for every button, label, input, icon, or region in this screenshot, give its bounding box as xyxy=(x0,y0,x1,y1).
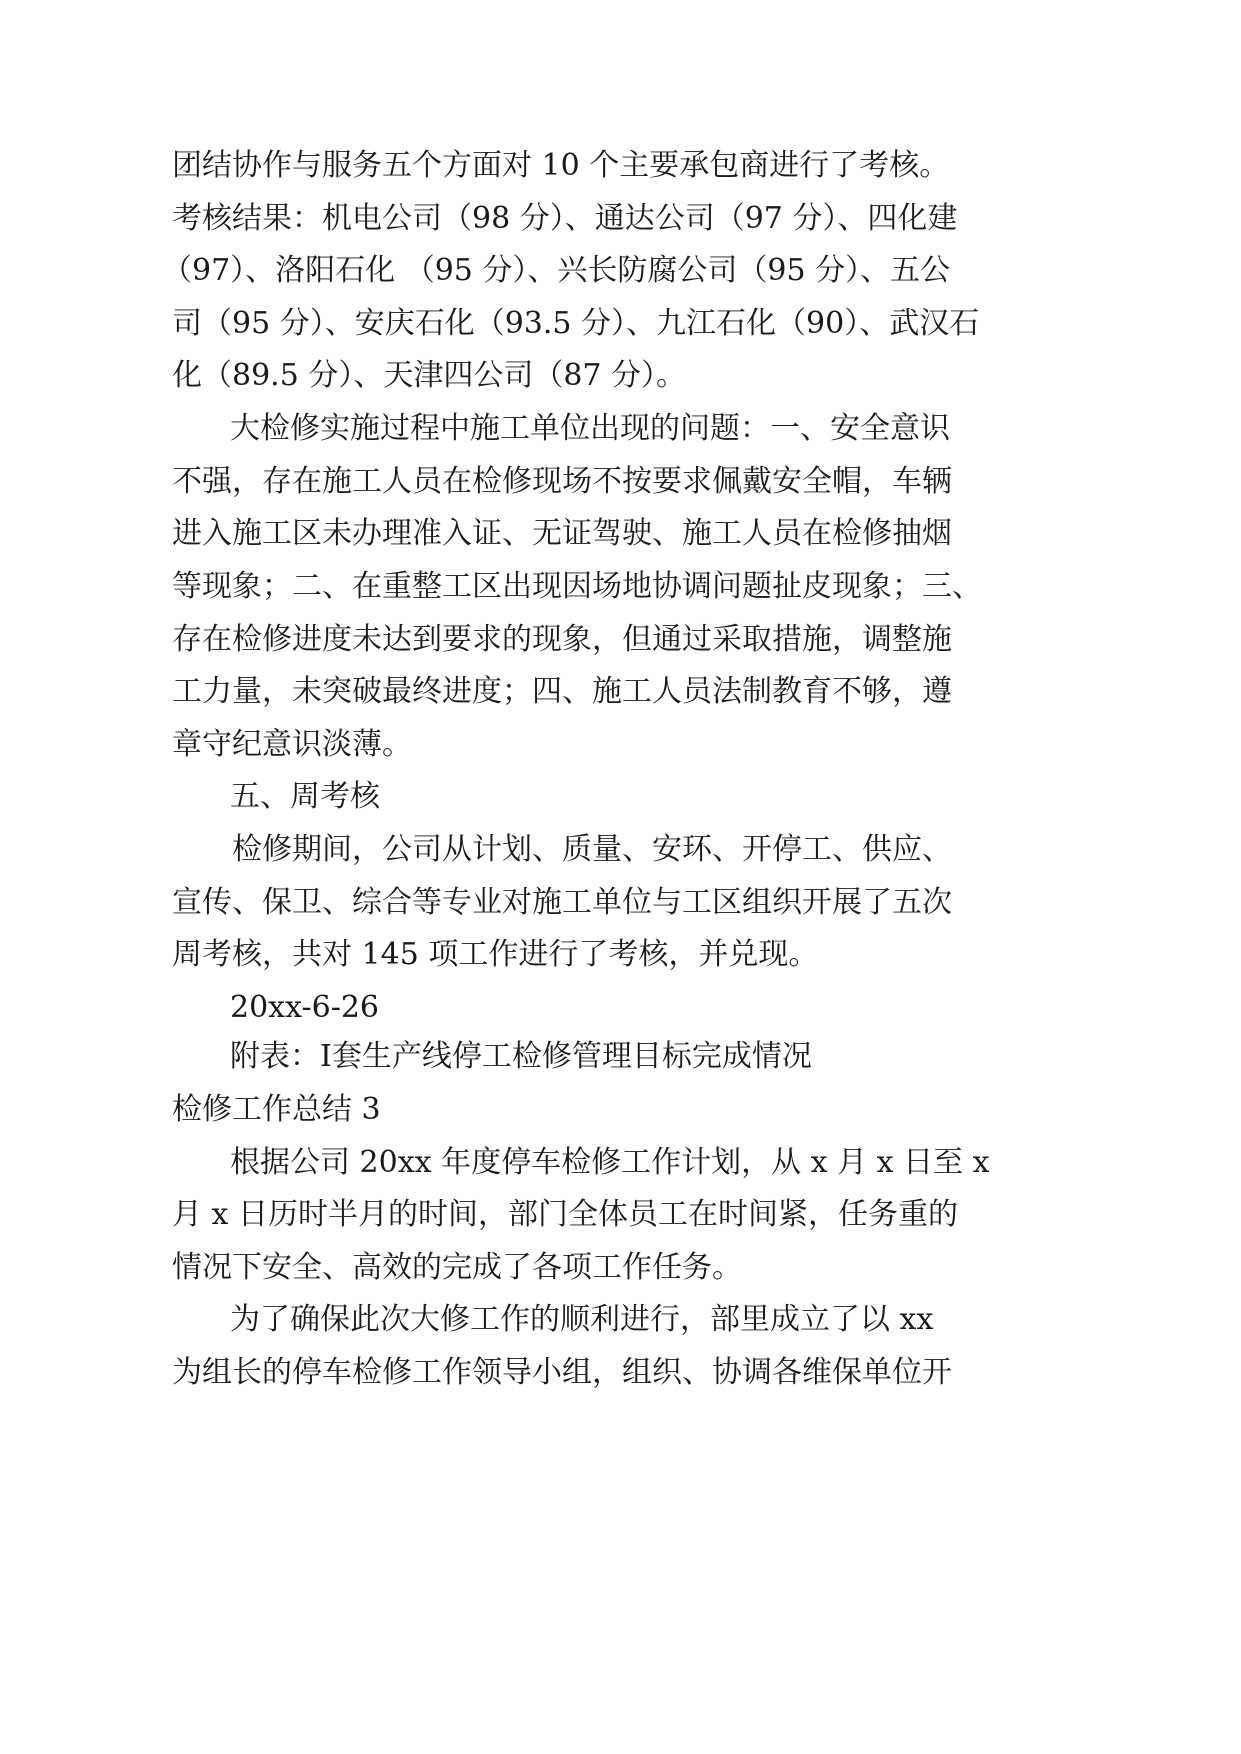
text-line: 司（95 分）、安庆石化（93.5 分）、九江石化（90）、武汉石 xyxy=(172,306,980,341)
text-line: 不强，存在施工人员在检修现场不按要求佩戴安全帽，车辆 xyxy=(172,464,952,499)
text-line: （97）、洛阳石化 （95 分）、兴长防腐公司（95 分）、五公 xyxy=(162,253,951,288)
text-line: 等现象；二、在重整工区出现因场地协调问题扯皮现象；三、 xyxy=(172,569,982,604)
paragraph-first-line: 大检修实施过程中施工单位出现的问题：一、安全意识 xyxy=(230,411,950,446)
paragraph-first-line: 根据公司 20xx 年度停车检修工作计划，从 x 月 x 日至 x xyxy=(230,1145,990,1180)
paragraph-first-line: 为了确保此次大修工作的顺利进行，部里成立了以 xx xyxy=(230,1302,934,1337)
text-line: 情况下安全、高效的完成了各项工作任务。 xyxy=(172,1250,742,1285)
text-line: 化（89.5 分）、天津四公司（87 分）。 xyxy=(172,358,687,393)
date-line: 20xx-6-26 xyxy=(230,990,380,1025)
text-line: 工力量，未突破最终进度；四、施工人员法制教育不够，遵 xyxy=(172,674,952,709)
section-heading: 五、周考核 xyxy=(230,779,380,814)
text-line: 考核结果：机电公司（98 分）、通达公司（97 分）、四化建 xyxy=(172,201,958,236)
paragraph-first-line: 检修期间，公司从计划、质量、安环、开停工、供应、 xyxy=(232,832,952,867)
text-line: 章守纪意识淡薄。 xyxy=(172,727,412,762)
text-line: 存在检修进度未达到要求的现象，但通过采取措施，调整施 xyxy=(172,622,952,657)
text-line: 月 x 日历时半月的时间，部门全体员工在时间紧，任务重的 xyxy=(172,1197,958,1232)
text-line: 进入施工区未办理准入证、无证驾驶、施工人员在检修抽烟 xyxy=(172,516,952,551)
text-line: 为组长的停车检修工作领导小组，组织、协调各维保单位开 xyxy=(172,1355,952,1390)
document-title: 检修工作总结 3 xyxy=(172,1092,381,1127)
text-line: 团结协作与服务五个方面对 10 个主要承包商进行了考核。 xyxy=(172,148,950,183)
text-line: 周考核，共对 145 项工作进行了考核，并兑现。 xyxy=(172,937,819,972)
text-line: 宣传、保卫、综合等专业对施工单位与工区组织开展了五次 xyxy=(172,885,952,920)
appendix-line: 附表：Ⅰ套生产线停工检修管理目标完成情况 xyxy=(230,1039,812,1074)
